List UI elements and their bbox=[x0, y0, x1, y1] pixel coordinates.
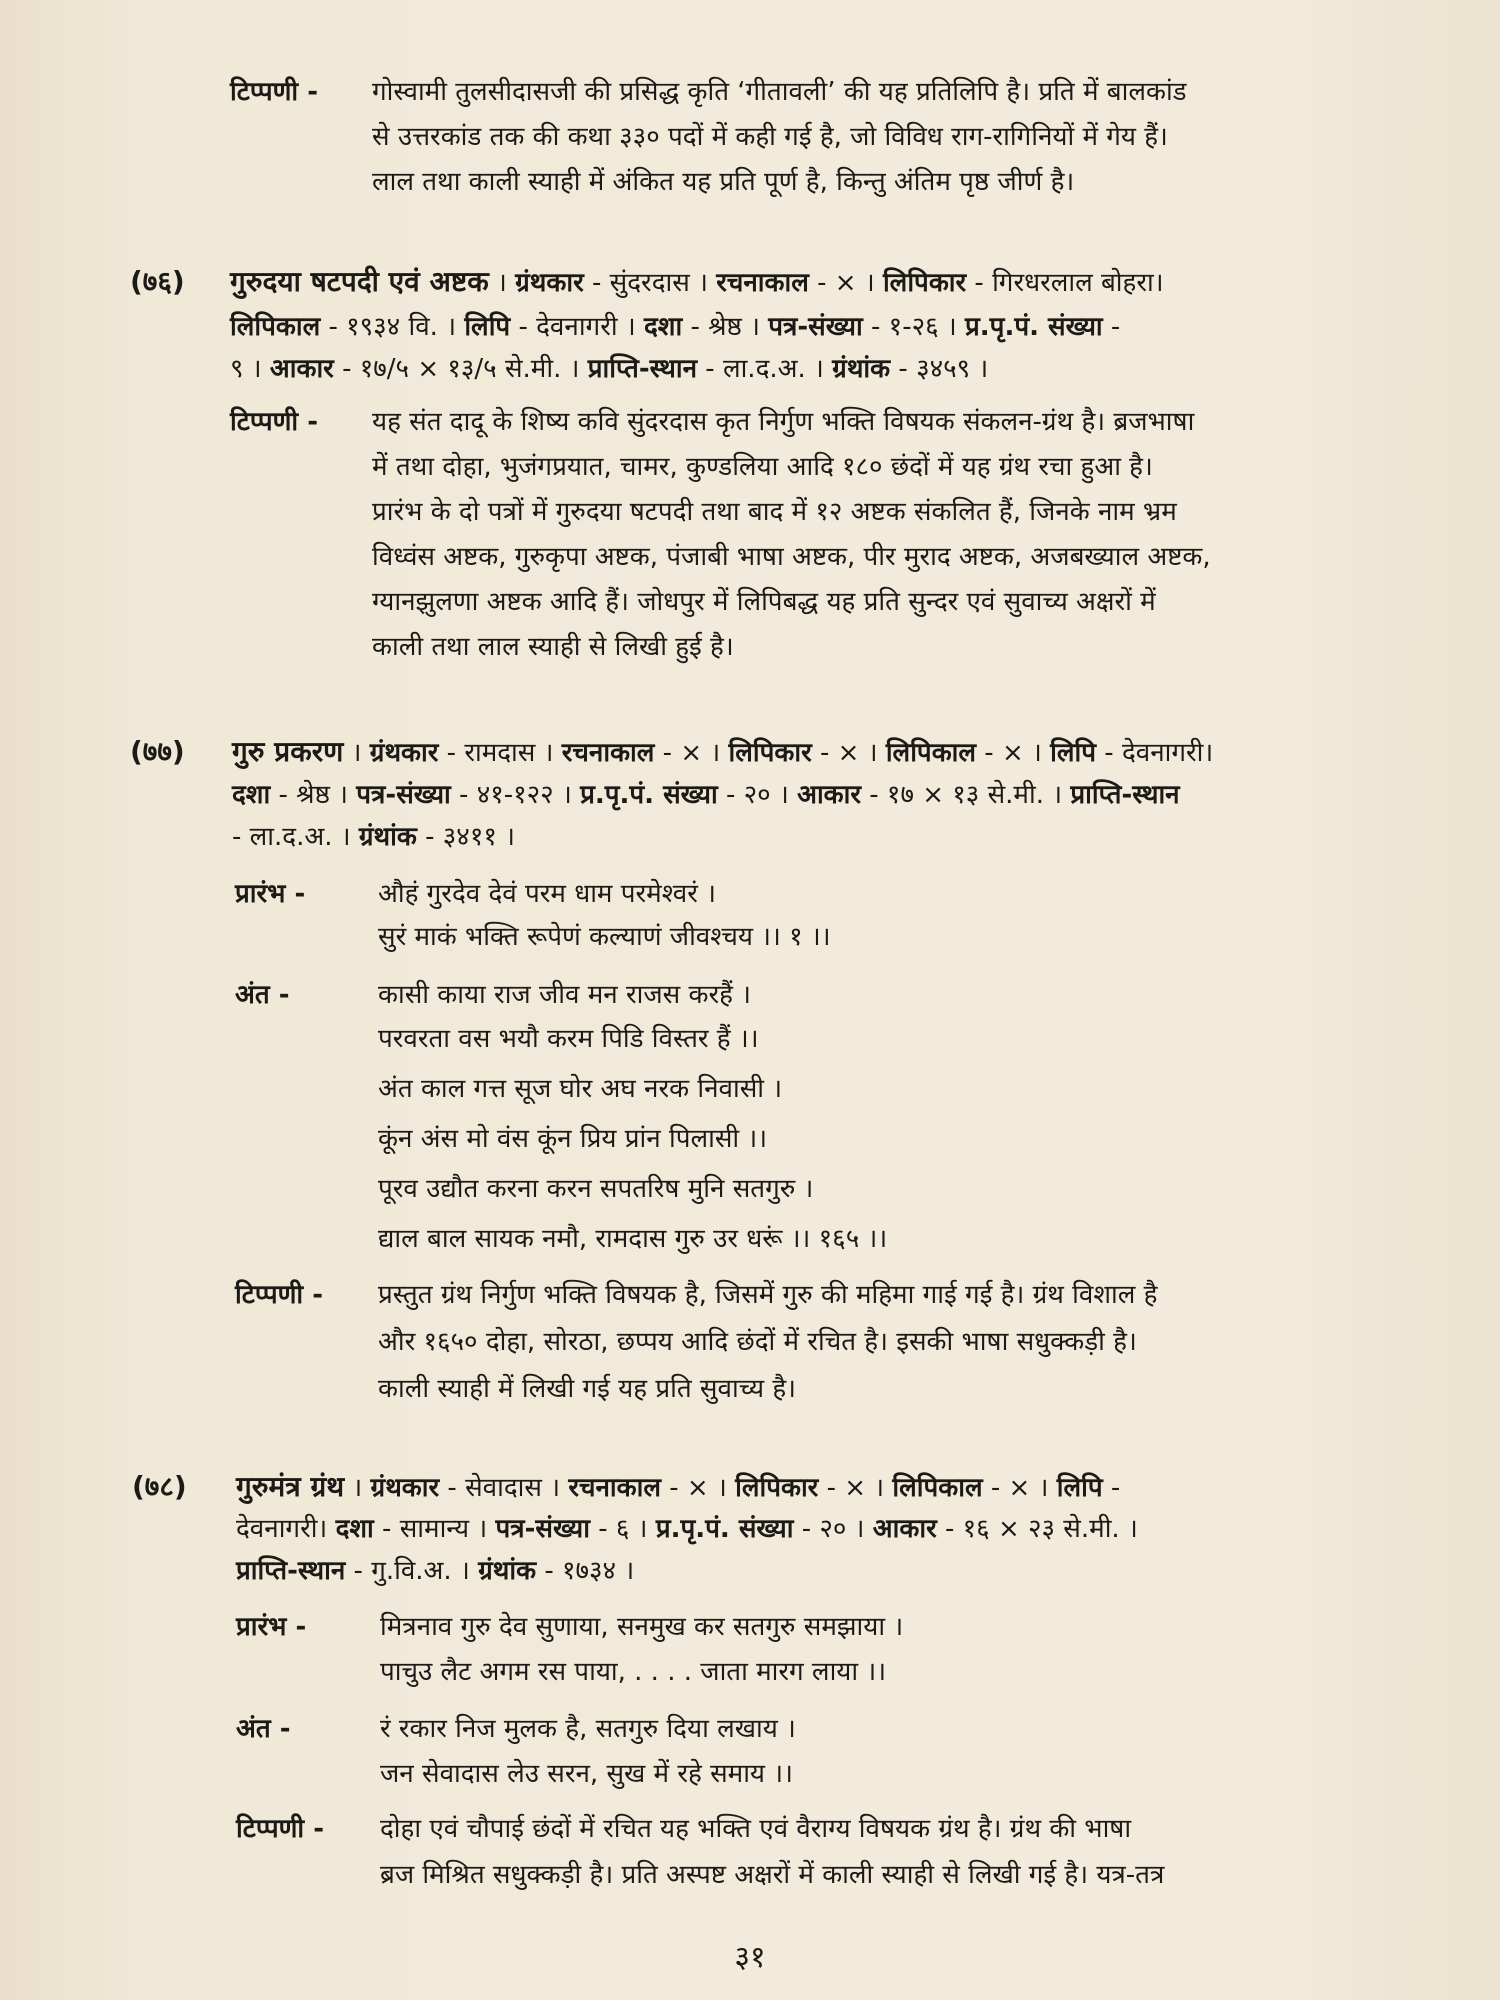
verse-line: जन सेवादास लेउ सरन, सुख में रहे समाय ।। bbox=[380, 1759, 793, 1789]
verse-line: मित्रनाव गुरु देव सुणाया, सनमुख कर सतगुरु समझाया । bbox=[380, 1612, 904, 1642]
entry-meta-line: दशा - श्रेष्ठ । पत्र-संख्या - ४१-१२२ । प्र.पृ.पं. संख्या - २० । आकार - १७ × १३ से.मी. । प्राप्ति-स्थान bbox=[232, 780, 1180, 810]
intro-note-line: गोस्वामी तुलसीदासजी की प्रसिद्ध कृति ‘गीतावली’ की यह प्रतिलिपि है। प्रति में बालकांड bbox=[372, 77, 1187, 107]
entry-meta-line: ९ । आकार - १७/५ × १३/५ से.मी. । प्राप्ति-स्थान - ला.द.अ. । ग्रंथांक - ३४५९ । bbox=[230, 354, 989, 384]
note-label: टिप्पणी - bbox=[235, 1280, 323, 1310]
entry-number: (७७) bbox=[130, 735, 185, 768]
entry-meta-line: लिपिकाल - १९३४ वि. । लिपि - देवनागरी । दशा - श्रेष्ठ । पत्र-संख्या - १-२६ । प्र.पृ.पं. संख्या - bbox=[230, 312, 1121, 342]
note-label: टिप्पणी - bbox=[230, 407, 318, 437]
verse-line: रं रकार निज मुलक है, सतगुरु दिया लखाय । bbox=[380, 1714, 796, 1744]
verse-line: कूंन अंस मो वंस कूंन प्रिय प्रांन पिलासी ।। bbox=[378, 1124, 768, 1154]
entry-header-line: गुरुमंत्र ग्रंथ । ग्रंथकार - सेवादास । रचनाकाल - × । लिपिकार - × । लिपिकाल - × । लिपि - bbox=[236, 1470, 1121, 1503]
entry-title: गुरुदया षटपदी एवं अष्टक bbox=[230, 265, 489, 298]
page-number: ३१ bbox=[734, 1940, 766, 1975]
note-label: टिप्पणी - bbox=[236, 1814, 324, 1844]
entry-number: (७८) bbox=[132, 1470, 187, 1503]
verse-line: अंत काल गत्त सूज घोर अघ नरक निवासी । bbox=[378, 1074, 783, 1104]
end-label: अंत - bbox=[236, 1714, 291, 1744]
entry-meta-line: - ला.द.अ. । ग्रंथांक - ३४११ । bbox=[232, 822, 515, 852]
note-line: ग्यानझुलणा अष्टक आदि हैं। जोधपुर में लिपिबद्ध यह प्रति सुन्दर एवं सुवाच्य अक्षरों में bbox=[372, 587, 1156, 617]
note-line: और १६५० दोहा, सोरठा, छप्पय आदि छंदों में रचित है। इसकी भाषा सधुक्कड़ी है। bbox=[378, 1327, 1137, 1357]
entry-title: गुरुमंत्र ग्रंथ bbox=[236, 1470, 345, 1503]
note-line: काली तथा लाल स्याही से लिखी हुई है। bbox=[372, 632, 734, 662]
intro-note-label: टिप्पणी - bbox=[230, 77, 318, 107]
verse-line: द्याल बाल सायक नमौ, रामदास गुरु उर धरूं ।। १६५ ।। bbox=[378, 1224, 888, 1254]
verse-line: सुरं माकं भक्ति रूपेणं कल्याणं जीवश्चय ।। १ ।। bbox=[378, 922, 831, 952]
verse-line: कासी काया राज जीव मन राजस करहैं । bbox=[378, 980, 751, 1010]
verse-line: पूरव उद्यौत करना करन सपतरिष मुनि सतगुरु । bbox=[378, 1174, 814, 1204]
note-line: प्रस्तुत ग्रंथ निर्गुण भक्ति विषयक है, जिसमें गुरु की महिमा गाई गई है। ग्रंथ विशाल है bbox=[378, 1280, 1158, 1310]
note-line: दोहा एवं चौपाई छंदों में रचित यह भक्ति एवं वैराग्य विषयक ग्रंथ है। ग्रंथ की भाषा bbox=[380, 1814, 1132, 1844]
entry-number: (७६) bbox=[130, 265, 185, 298]
note-line: में तथा दोहा, भुजंगप्रयात, चामर, कुण्डलिया आदि १८० छंदों में यह ग्रंथ रचा हुआ है। bbox=[372, 452, 1153, 482]
verse-line: परवरता वस भयौ करम पिडि विस्तर हैं ।। bbox=[378, 1024, 759, 1054]
start-label: प्रारंभ - bbox=[235, 879, 306, 909]
entry-title: गुरु प्रकरण bbox=[232, 735, 344, 768]
verse-line: औहं गुरदेव देवं परम धाम परमेश्वरं । bbox=[378, 879, 716, 909]
note-line: यह संत दादू के शिष्य कवि सुंदरदास कृत निर्गुण भक्ति विषयक संकलन-ग्रंथ है। ब्रजभाषा bbox=[372, 407, 1195, 437]
intro-note-line: लाल तथा काली स्याही में अंकित यह प्रति पूर्ण है, किन्तु अंतिम पृष्ठ जीर्ण है। bbox=[372, 167, 1075, 197]
intro-note-line: से उत्तरकांड तक की कथा ३३० पदों में कही गई है, जो विविध राग-रागिनियों में गेय हैं। bbox=[372, 122, 1168, 152]
entry-meta-line: प्राप्ति-स्थान - गु.वि.अ. । ग्रंथांक - १७३४ । bbox=[236, 1556, 635, 1586]
entry-header-line: गुरु प्रकरण । ग्रंथकार - रामदास । रचनाकाल - × । लिपिकार - × । लिपिकाल - × । लिपि - देवनागरी। bbox=[232, 735, 1214, 768]
note-line: विध्वंस अष्टक, गुरुकृपा अष्टक, पंजाबी भाषा अष्टक, पीर मुराद अष्टक, अजबख्याल अष्टक, bbox=[372, 542, 1211, 572]
note-line: ब्रज मिश्रित सधुक्कड़ी है। प्रति अस्पष्ट अक्षरों में काली स्याही से लिखी गई है। यत्र-तत्र bbox=[380, 1860, 1165, 1890]
note-line: काली स्याही में लिखी गई यह प्रति सुवाच्य है। bbox=[378, 1374, 797, 1404]
end-label: अंत - bbox=[235, 980, 290, 1010]
note-line: प्रारंभ के दो पत्रों में गुरुदया षटपदी तथा बाद में १२ अष्टक संकलित हैं, जिनके नाम भ्रम bbox=[372, 497, 1177, 527]
start-label: प्रारंभ - bbox=[236, 1612, 307, 1642]
verse-line: पाचुउ लैट अगम रस पाया, . . . . जाता मारग लाया ।। bbox=[380, 1657, 887, 1687]
entry-header-line: गुरुदया षटपदी एवं अष्टक । ग्रंथकार - सुंदरदास । रचनाकाल - × । लिपिकार - गिरधरलाल बोहरा। bbox=[230, 265, 1164, 298]
entry-meta-line: देवनागरी। दशा - सामान्य । पत्र-संख्या - ६ । प्र.पृ.पं. संख्या - २० । आकार - १६ × २३ से.मी. । bbox=[236, 1514, 1138, 1544]
